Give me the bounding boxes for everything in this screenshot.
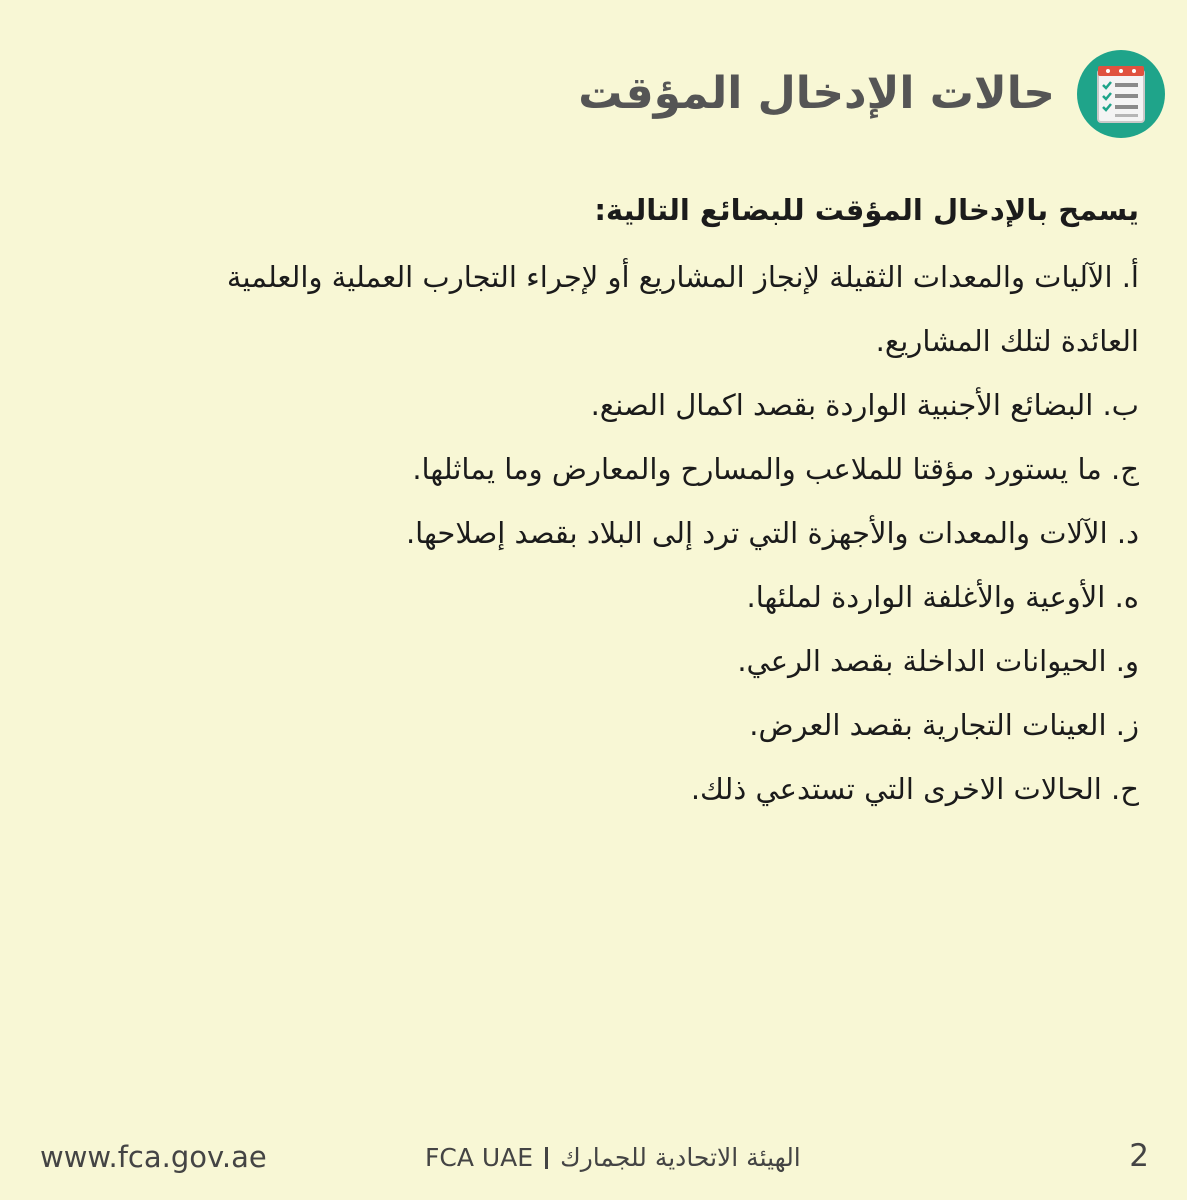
footer: [40, 1134, 1149, 1174]
list-item: العائدة لتلك المشاريع.: [875, 323, 1139, 358]
page-number: 2: [1129, 1138, 1149, 1174]
website-link[interactable]: www.fca.gov.ae: [40, 1140, 267, 1174]
items-list: [64, 245, 1139, 821]
separator: [545, 1147, 548, 1169]
list-item: ز. العينات التجارية بقصد العرض.: [749, 707, 1139, 742]
org-name-ar: الهيئة الاتحادية للجمارك: [560, 1143, 801, 1172]
checklist-icon: [1077, 50, 1165, 138]
list-item: ح. الحالات الاخرى التي تستدعي ذلك.: [690, 771, 1139, 806]
org-name-en: FCA UAE: [425, 1143, 534, 1172]
list-item: ه. الأوعية والأغلفة الواردة لملئها.: [746, 579, 1139, 614]
list-item: و. الحيوانات الداخلة بقصد الرعي.: [737, 643, 1139, 678]
content-body: [64, 190, 1139, 821]
organization-label: [425, 1143, 801, 1172]
list-item: ج. ما يستورد مؤقتا للملاعب والمسارح والمعارض وما يماثلها.: [412, 451, 1139, 486]
header: [578, 50, 1165, 138]
page-title: حالات الإدخال المؤقت: [578, 68, 1055, 119]
intro-text: يسمح بالإدخال المؤقت للبضائع التالية:: [594, 193, 1139, 227]
list-item: أ. الآليات والمعدات الثقيلة لإنجاز المشاريع أو لإجراء التجارب العملية والعلمية: [226, 259, 1139, 294]
list-item: ب. البضائع الأجنبية الواردة بقصد اكمال الصنع.: [590, 387, 1139, 422]
list-item: د. الآلات والمعدات والأجهزة التي ترد إلى البلاد بقصد إصلاحها.: [405, 515, 1139, 550]
